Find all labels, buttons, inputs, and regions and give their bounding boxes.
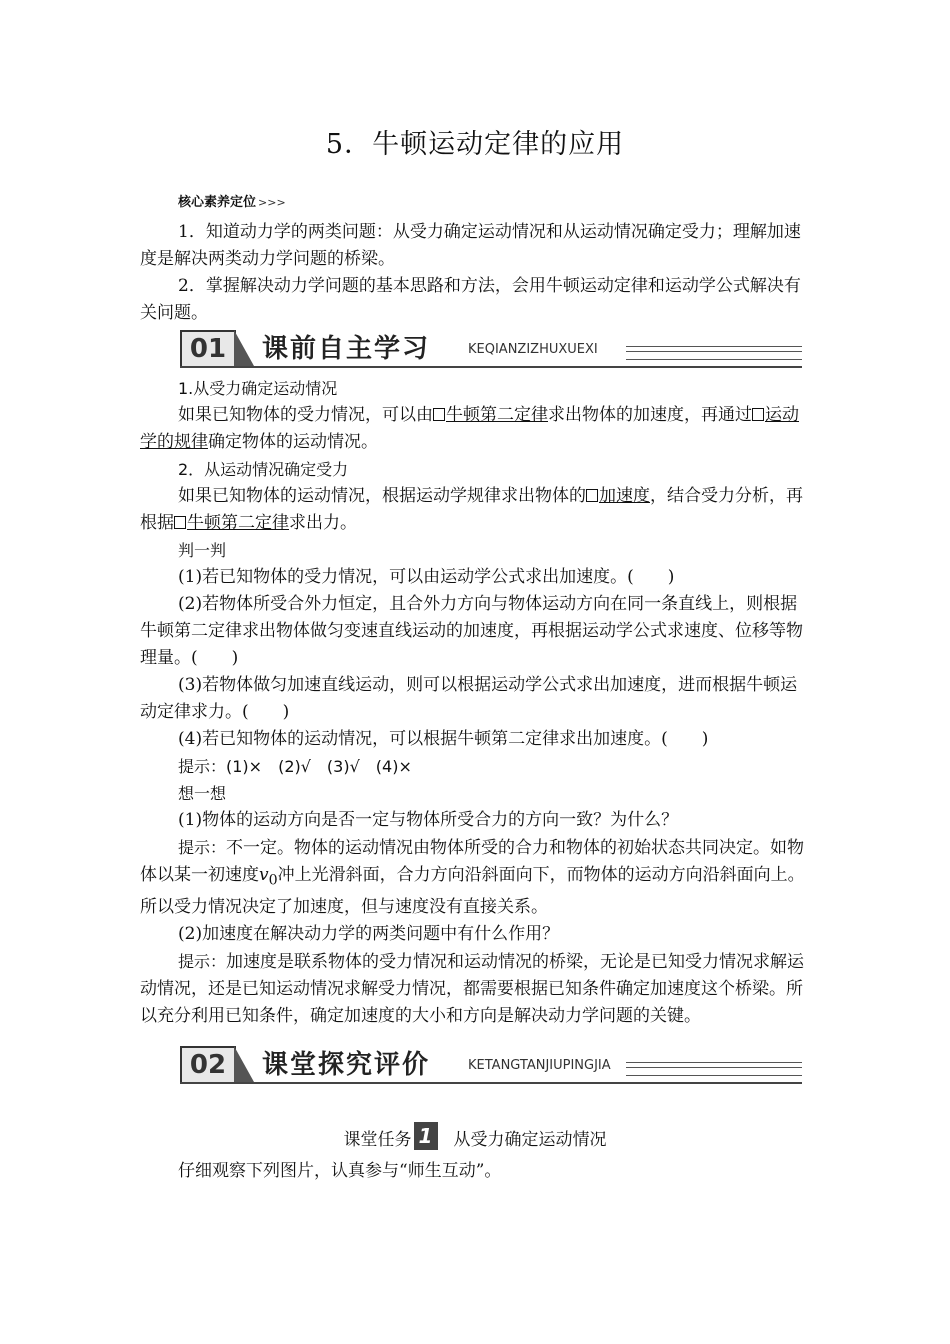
p1-answer-1: 牛顿第二定律	[446, 405, 548, 425]
banner-underline	[180, 366, 802, 368]
blank-box-icon	[174, 516, 186, 529]
judge-hint: 提示：(1)× (2)√ (3)√ (4)×	[178, 757, 412, 776]
task-prefix: 课堂任务	[343, 1130, 412, 1150]
p1-text-c: 确定物体的运动情况。	[208, 432, 378, 452]
paragraph-2	[140, 483, 812, 537]
section-number: 01	[180, 330, 236, 368]
goal-2: 2．掌握解决动力学问题的基本思路和方法，会用牛顿运动定律和运动学公式解决有关问题。	[140, 276, 801, 323]
section-title: 课堂探究评价	[262, 1050, 431, 1080]
blank-box-icon	[586, 489, 598, 502]
section-banner-02	[180, 1044, 802, 1084]
core-literacy-label	[178, 191, 286, 210]
p2-answer-1: 加速度	[599, 486, 650, 506]
think-answer-1	[140, 834, 812, 921]
think-heading: 想一想	[178, 784, 227, 803]
wedge-icon	[234, 1046, 254, 1082]
subheading-2: 2．从运动情况确定受力	[178, 460, 349, 479]
decorative-lines	[626, 1062, 802, 1076]
p2-text-c: 求出力。	[289, 513, 357, 533]
goals	[140, 219, 812, 327]
wedge-icon	[234, 330, 254, 366]
closing-paragraph	[140, 1158, 812, 1185]
blank-box-icon	[433, 408, 445, 421]
class-task-heading	[0, 1122, 950, 1150]
section-number: 02	[180, 1046, 236, 1084]
chevrons-icon: >>>	[258, 196, 286, 209]
closing-line: 仔细观察下列图片，认真参与“师生互动”。	[178, 1161, 502, 1181]
p1-answer-2: 运动学的规律	[140, 405, 799, 452]
p1-text-b: 求出物体的加速度，再通过	[548, 405, 752, 425]
p2-text-b: ，结合受力分析，再根据	[140, 486, 803, 533]
paragraph-1	[140, 402, 812, 456]
p2-text-a: 如果已知物体的运动情况，根据运动学规律求出物体的	[178, 486, 586, 506]
a2-text: 加速度是联系物体的受力情况和运动情况的桥梁，无论是已知受力情况求解运动情况，还是已知运动情况求解受力情况，都需要根据已知条件确定加速度这个桥梁。所以充分利用已知条件，确定加速度的大小和方向是解决动力学问题的关键。	[140, 952, 805, 1027]
think-answer-2	[140, 948, 812, 1030]
banner-underline	[180, 1082, 802, 1084]
section-pinyin: KEQIANZIZHUXUEXI	[468, 342, 598, 357]
self-study-section	[140, 375, 812, 1030]
decorative-lines	[626, 346, 802, 360]
a1-text-pre: 不一定。物体的运动情况由物体所受的合力和物体的初始状态共同决定。如物体以某一初速度	[140, 838, 805, 885]
velocity-symbol: v	[259, 865, 269, 885]
judge-item-3: (3)若物体做匀加速直线运动，则可以根据运动学公式求出加速度，进而根据牛顿运动定律求力。( )	[140, 675, 798, 722]
task-number-badge: 1	[414, 1122, 438, 1150]
task-title: 从受力确定运动情况	[453, 1130, 607, 1150]
judge-item-1: (1)若已知物体的受力情况，可以由运动学公式求出加速度。( )	[178, 567, 675, 587]
goal-1: 1．知道动力学的两类问题：从受力确定运动情况和从运动情况确定受力；理解加速度是解决两类动力学问题的桥梁。	[140, 222, 801, 269]
blank-box-icon	[752, 408, 764, 421]
p1-text-a: 如果已知物体的受力情况，可以由	[178, 405, 433, 425]
page-title: 5．牛顿运动定律的应用	[325, 129, 625, 160]
section-title: 课前自主学习	[262, 334, 431, 364]
subheading-1: 1.从受力确定运动情况	[178, 379, 338, 398]
velocity-subscript: 0	[268, 872, 278, 889]
a1-text-post: 冲上光滑斜面，合力方向沿斜面向下，而物体的运动方向沿斜面向上。所以受力情况决定了加速度，但与速度没有直接关系。	[140, 865, 805, 918]
hint-label: 提示：	[178, 838, 227, 857]
think-question-2: (2)加速度在解决动力学的两类问题中有什么作用？	[178, 924, 560, 945]
section-banner-01	[180, 328, 802, 368]
core-label-text: 核心素养定位	[178, 195, 257, 210]
think-question-1: (1)物体的运动方向是否一定与物体所受合力的方向一致？为什么？	[178, 810, 679, 830]
judge-item-2: (2)若物体所受合外力恒定，且合外力方向与物体运动方向在同一条直线上，则根据牛顿第二定律求出物体做匀变速直线运动的加速度，再根据运动学公式求速度、位移等物理量。( )	[140, 594, 803, 668]
judge-heading: 判一判	[178, 541, 227, 560]
hint-label: 提示：	[178, 952, 227, 972]
p2-answer-2: 牛顿第二定律	[187, 513, 289, 533]
section-pinyin: KETANGTANJIUPINGJIA	[468, 1058, 611, 1073]
judge-item-4: (4)若已知物体的运动情况，可以根据牛顿第二定律求出加速度。( )	[178, 729, 709, 749]
